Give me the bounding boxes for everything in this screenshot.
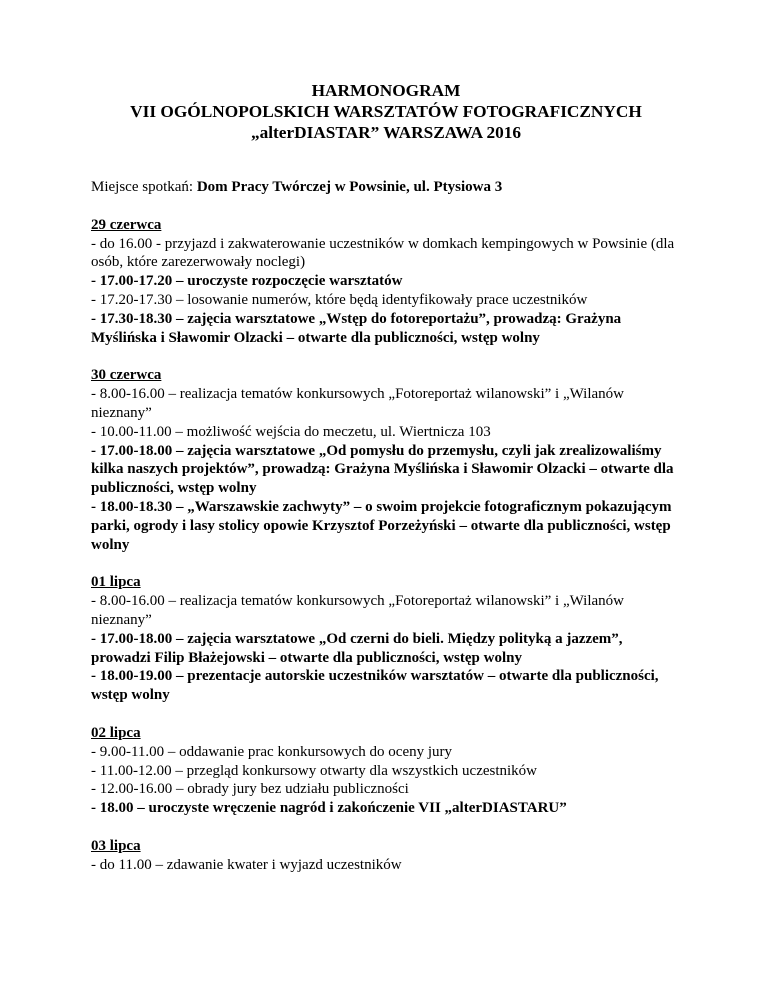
title-line-3: „alterDIASTAR” WARSZAWA 2016 xyxy=(250,123,522,142)
day-heading: 02 lipca xyxy=(91,724,141,741)
venue-line xyxy=(91,178,681,197)
schedule-entry: - 17.20-17.30 – losowanie numerów, które będą identyfikowały prace uczestników xyxy=(91,291,588,308)
venue-label: Miejsce spotkań: xyxy=(91,179,197,195)
schedule-entry: - 17.00-18.00 – zajęcia warsztatowe „Od pomysłu do przemysłu, czyli jak zrealizowaliśmy kilka naszych projektów”, prowadzą: Grażyna Myślińska i Sławomir Olzacki – otwarte dla publiczności, wstęp wolny xyxy=(91,442,674,497)
schedule-entry: - 11.00-12.00 – przegląd konkursowy otwarty dla wszystkich uczestników xyxy=(91,762,538,779)
venue-value: Dom Pracy Twórczej w Powsinie, ul. Ptysiowa 3 xyxy=(196,179,503,195)
day-heading: 30 czerwca xyxy=(91,367,162,384)
title-line-2: VII OGÓLNOPOLSKICH WARSZTATÓW FOTOGRAFICZNYCH xyxy=(130,102,642,121)
schedule-entry: - 8.00-16.00 – realizacja tematów konkursowych „Fotoreportaż wilanowski” i „Wilanów nieznany” xyxy=(91,593,624,628)
schedule-entry: - do 16.00 - przyjazd i zakwaterowanie uczestników w domkach kempingowych w Powsinie (dla osób, które zarezerwowały noclegi) xyxy=(91,235,675,271)
schedule-entry: - 9.00-11.00 – oddawanie prac konkursowych do oceny jury xyxy=(91,743,453,760)
schedule-day xyxy=(91,216,681,348)
schedule-entry: - 17.00-18.00 – zajęcia warsztatowe „Od czerni do bieli. Między polityką a jazzem”, prowadzi Filip Błażejowski – otwarte dla publiczności, wstęp wolny xyxy=(91,630,623,666)
schedule-day xyxy=(91,724,681,818)
schedule-entry: - 18.00-19.00 – prezentacje autorskie uczestników warsztatów – otwarte dla publiczności, wstęp wolny xyxy=(91,668,659,704)
title-line-1: HARMONOGRAM xyxy=(311,81,461,100)
schedule-day xyxy=(91,573,681,705)
schedule-entry: - 17.30-18.30 – zajęcia warsztatowe „Wstęp do fotoreportażu”, prowadzą: Grażyna Myślińska i Sławomir Olzacki – otwarte dla publiczności, wstęp wolny xyxy=(91,310,622,346)
document-title xyxy=(91,80,681,143)
document-page xyxy=(91,80,681,875)
schedule-day xyxy=(91,366,681,554)
schedule-entry: - 18.00-18.30 – „Warszawskie zachwyty” – o swoim projekcie fotograficznym pokazującym parki, ogrody i lasy stolicy opowie Krzysztof Porzeżyński – otwarte dla publiczności, wstęp wolny xyxy=(91,498,672,553)
schedule-entry: - 12.00-16.00 – obrady jury bez udziału publiczności xyxy=(91,781,409,798)
day-heading: 01 lipca xyxy=(91,574,141,591)
schedule xyxy=(91,216,681,875)
schedule-entry: - 18.00 – uroczyste wręczenie nagród i zakończenie VII „alterDIASTARU” xyxy=(91,800,567,817)
schedule-day xyxy=(91,837,681,875)
schedule-entry: - 17.00-17.20 – uroczyste rozpoczęcie warsztatów xyxy=(91,273,403,290)
schedule-entry: - 10.00-11.00 – możliwość wejścia do meczetu, ul. Wiertnicza 103 xyxy=(91,423,491,440)
schedule-entry: - 8.00-16.00 – realizacja tematów konkursowych „Fotoreportaż wilanowski” i „Wilanów nieznany” xyxy=(91,386,624,421)
day-heading: 03 lipca xyxy=(91,837,141,854)
schedule-entry: - do 11.00 – zdawanie kwater i wyjazd uczestników xyxy=(91,856,402,873)
day-heading: 29 czerwca xyxy=(91,216,162,233)
